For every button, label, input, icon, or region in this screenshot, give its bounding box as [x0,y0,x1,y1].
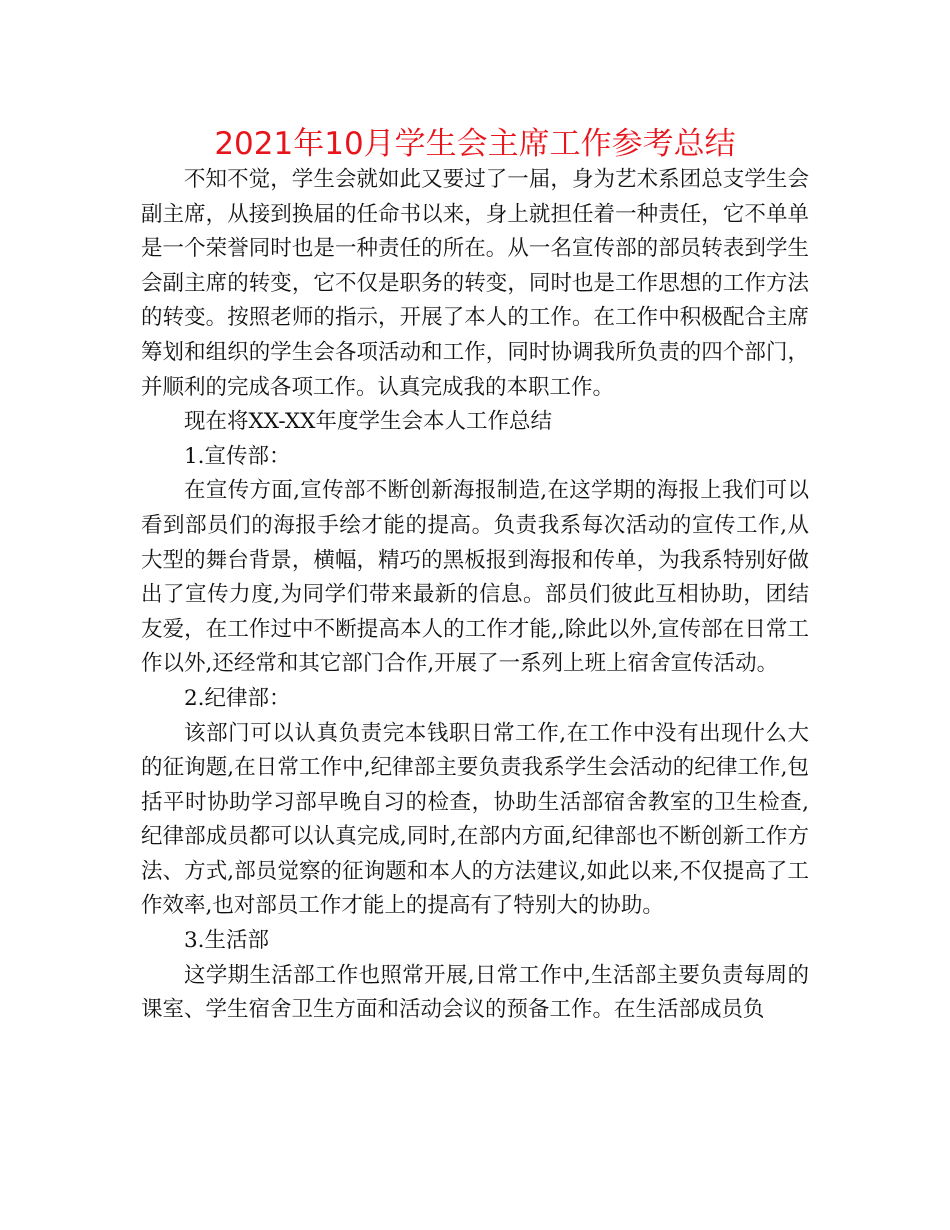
section-heading-publicity: 1.宣传部： [184,443,291,469]
document-body [141,163,809,1028]
publicity-paragraph: 在宣传方面,宣传部不断创新海报制造,在这学期的海报上我们可以看到部员们的海报手绘才能的提高。负责我系每次活动的宣传工作,从大型的舞台背景，横幅，精巧的黑板报到海报和传单，为我系特别好做出了宣传力度,为同学们带来最新的信息。部员们彼此互相协助，团结友爱，在工作过中不断提高本人的工作才能,,除此以外,宣传部在日常工作以外,还经常和其它部门合作,开展了一系列上班上宿舍宣传活动。 [141,478,809,677]
intro-paragraph: 不知不觉，学生会就如此又要过了一届，身为艺术系团总支学生会副主席，从接到换届的任命书以来，身上就担任着一种责任，它不单单是一个荣誉同时也是一种责任的所在。从一名宣传部的部员转表到学生会副主席的转变，它不仅是职务的转变，同时也是工作思想的工作方法的转变。按照老师的指示，开展了本人的工作。在工作中积极配合主席筹划和组织的学生会各项活动和工作，同时协调我所负责的四个部门，并顺利的完成各项工作。认真完成我的本职工作。 [141,167,809,400]
section-heading-life: 3.生活部 [184,928,270,954]
life-paragraph: 这学期生活部工作也照常开展,日常工作中,生活部主要负责每周的课室、学生宿舍卫生方面和活动会议的预备工作。在生活部成员负 [141,962,809,1023]
document-title: 2021年10月学生会主席工作参考总结 [214,126,736,162]
discipline-paragraph: 该部门可以认真负责完本钱职日常工作,在工作中没有出现什么大的征询题,在日常工作中,纪律部主要负责我系学生会活动的纪律工作,包括平时协助学习部早晚自习的检查，协助生活部宿舍教室的卫生检查,纪律部成员都可以认真完成,同时,在部内方面,纪律部也不断创新工作方法、方式,部员觉察的征询题和本人的方法建议,如此以来,不仅提高了工作效率,也对部员工作才能上的提高有了特别大的协助。 [141,720,809,919]
summary-lead-paragraph: 现在将XX-XX年度学生会本人工作总结 [184,409,552,435]
section-heading-discipline: 2.纪律部： [184,685,291,711]
